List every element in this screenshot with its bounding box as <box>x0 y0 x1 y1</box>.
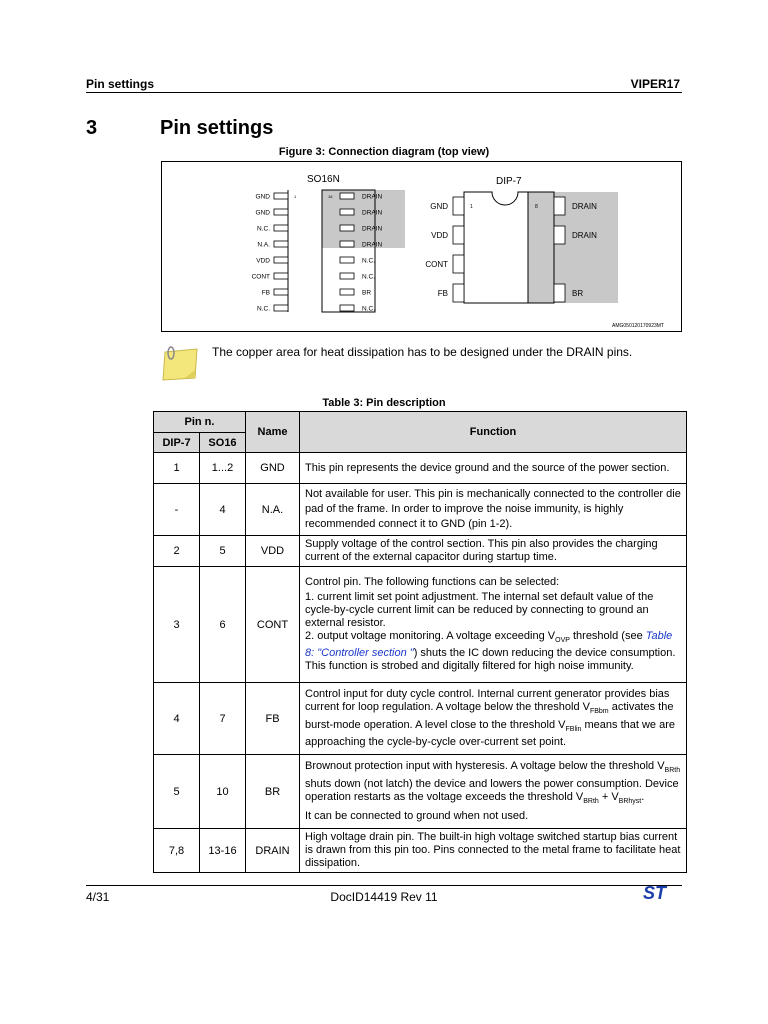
so16n-pin-label: DRAIN <box>362 193 383 201</box>
table-row: 7,8 13-16 DRAIN High voltage drain pin. The built-in high voltage switched startup bias current is drawn from this pin too. Pins connected to the metal frame to facilitate heat dissipation. <box>154 829 687 873</box>
dip7-pin <box>453 255 464 273</box>
header-so16: SO16 <box>200 433 246 453</box>
dip7-pin-label: GND <box>430 202 448 211</box>
table-row: 3 6 CONT Control pin. The following functions can be selected: 1. current limit set point adjustment. The internal set default value of the cycle-by-cycle current limit can be reduced by connecting to ground an external resistor. 2. output voltage monitoring. A voltage exceeding $V_{OVP}$ threshold (see Table 8: "Controller section ") shuts the IC down reducing the device consumption. This function is strobed and digitally filtered for high noise immunity. <box>154 567 687 683</box>
page-number: 4/31 <box>86 890 110 904</box>
dip7-pin <box>453 197 464 215</box>
dip7-pin-label: DRAIN <box>572 202 597 211</box>
connection-diagram <box>161 161 682 332</box>
so16n-pin-label: DRAIN <box>362 225 383 233</box>
cont-function: Control pin. The following functions can be selected: 1. current limit set point adjustment. The internal set default value of the cycle-by-cycle current limit can be reduced by connecting to ground an external resistor. 2. output voltage monitoring. A voltage exceeding $V_{OVP}$ threshold (see Table 8: "Controller section ") shuts the IC down reducing the device consumption. This function is strobed and digitally filtered for high noise immunity. <box>300 567 687 683</box>
so16n-pin <box>340 241 354 247</box>
dip7-title: DIP-7 <box>496 176 522 187</box>
dip7-pin-label: VDD <box>431 231 448 240</box>
so16n-pin <box>274 289 288 295</box>
so16n-pin-label: N.C. <box>362 257 375 265</box>
so16n-pin16-mark: 16 <box>328 194 333 199</box>
so16n-pin-label: BR <box>362 289 372 297</box>
so16n-pin <box>274 241 288 247</box>
note-icon <box>161 344 201 382</box>
so16n-pin <box>274 305 288 311</box>
dip7-pin <box>554 284 565 302</box>
so16n-title: SO16N <box>307 174 340 185</box>
so16n-pin1-mark: 1 <box>294 194 297 199</box>
so16n-pin <box>340 193 354 199</box>
pin-description-table <box>153 411 687 873</box>
header-pin-n: Pin n. <box>154 412 246 433</box>
so16n-pin <box>340 209 354 215</box>
section-number: 3 <box>86 117 98 139</box>
so16n-pin-label: N.C. <box>362 305 375 313</box>
so16n-pin <box>274 225 288 231</box>
table-row: 2 5 VDD Supply voltage of the control section. This pin also provides the charging current of the external capacitor during startup time. <box>154 536 687 567</box>
table-row: 5 10 BR Brownout protection input with hysteresis. A voltage below the threshold $V_{BRth}$ shuts down (not latch) the device and lowers the power consumption. Device operation restarts as the voltage exceeds the threshold $V_{BRth} + V_{BRhyst}$. It can be connected to ground when not used. <box>154 755 687 829</box>
dip7-body <box>464 192 528 303</box>
header-dip7: DIP-7 <box>154 433 200 453</box>
so16n-pin-label: CONT <box>251 273 270 281</box>
doc-id: DocID14419 Rev 11 <box>330 890 438 904</box>
controller-section-link[interactable]: Table 8: "Controller section " <box>305 629 673 660</box>
dip7-pin8-mark: 8 <box>535 204 538 210</box>
so16n-pin-label: N.C. <box>362 273 375 281</box>
so16n-pin-label: N.C. <box>257 225 270 233</box>
dip7-pin <box>554 197 565 215</box>
dip7-pin1-mark: 1 <box>470 204 473 210</box>
header-name: Name <box>246 412 300 453</box>
table-row: 1 1...2 GND This pin represents the device ground and the source of the power section. <box>154 453 687 484</box>
so16n-pin <box>274 273 288 279</box>
so16n-pin <box>274 193 288 199</box>
so16n-pin <box>274 257 288 263</box>
dip7-pin <box>453 284 464 302</box>
br-function: Brownout protection input with hysteresis. A voltage below the threshold $V_{BRth}$ shuts down (not latch) the device and lowers the power consumption. Device operation restarts as the voltage exceeds the threshold $V_{BRth} + V_{BRhyst}$. It can be connected to ground when not used. <box>300 755 687 829</box>
dip7-pin-label: FB <box>437 289 448 298</box>
running-header-left: Pin settings <box>86 77 155 91</box>
so16n-pin <box>340 257 354 263</box>
dip7-pin <box>554 226 565 244</box>
so16n-pin <box>274 209 288 215</box>
st-logo <box>641 882 681 902</box>
header-function: Function <box>300 412 687 453</box>
so16n-pin-label: N.A. <box>257 241 270 249</box>
header-rule <box>86 92 682 93</box>
so16n-pin-label: DRAIN <box>362 209 383 217</box>
footer-rule <box>86 885 682 886</box>
dip7-pin-label: CONT <box>425 260 448 269</box>
so16n-pin <box>340 273 354 279</box>
table-row: 4 7 FB Control input for duty cycle control. Internal current generator provides bias current for loop regulation. A voltage below the threshold $V_{FBbm}$ activates the burst-mode operation. A level close to the threshold $V_{FBlin}$ means that we are approaching the cycle-by-cycle over-current set point. <box>154 683 687 755</box>
dip7-pin <box>453 226 464 244</box>
so16n-pin <box>340 305 354 311</box>
dip7-pin-label: BR <box>572 289 584 298</box>
table-caption: Table 3: Pin description <box>322 397 446 409</box>
so16n-pin-label: VDD <box>256 257 270 265</box>
so16n-pin-label: N.C. <box>257 305 270 313</box>
so16n-pin-label: GND <box>255 193 270 201</box>
connection-diagram-svg <box>162 162 681 331</box>
running-header-right: VIPER17 <box>630 77 680 91</box>
section-title: Pin settings <box>160 117 274 139</box>
figure-code: AMG050120170923MT <box>612 323 664 329</box>
note-text: The copper area for heat dissipation has to be designed under the DRAIN pins. <box>212 345 633 359</box>
so16n-pin-label: FB <box>261 289 270 297</box>
so16n-pin-label: DRAIN <box>362 241 383 249</box>
figure-caption: Figure 3: Connection diagram (top view) <box>278 146 490 158</box>
so16n-pin <box>340 225 354 231</box>
dip7-pin-label: DRAIN <box>572 231 597 240</box>
svg-text:ST: ST <box>643 883 667 902</box>
so16n-pin-label: GND <box>255 209 270 217</box>
fb-function: Control input for duty cycle control. Internal current generator provides bias current for loop regulation. A voltage below the threshold $V_{FBbm}$ activates the burst-mode operation. A level close to the threshold $V_{FBlin}$ means that we are approaching the cycle-by-cycle over-current set point. <box>300 683 687 755</box>
so16n-pin <box>340 289 354 295</box>
table-row: - 4 N.A. Not available for user. This pin is mechanically connected to the controller die pad of the frame. In order to improve the noise immunity, is highly recommended connect it to GND (pin 1-2). <box>154 484 687 536</box>
